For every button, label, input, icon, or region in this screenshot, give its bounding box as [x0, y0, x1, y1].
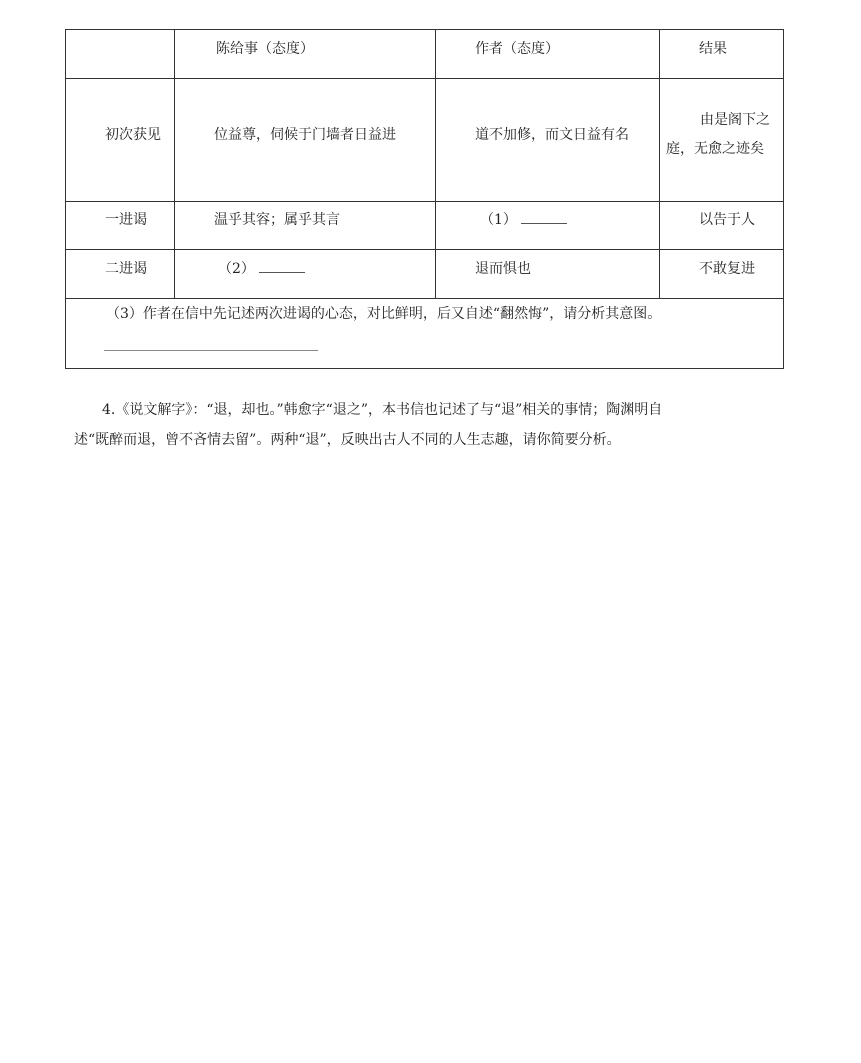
- row1-result-line1: 由是阁下之: [700, 112, 770, 128]
- row2-result-cell: 以告于人: [699, 212, 755, 228]
- table-divider: [659, 30, 660, 298]
- comparison-table: [65, 29, 784, 369]
- header-author: 作者（态度）: [475, 41, 559, 57]
- answer-blank-1[interactable]: [521, 209, 567, 224]
- table-divider: [174, 30, 175, 298]
- row-label-second-audience: 二进谒: [105, 261, 147, 277]
- question-4-line2: 述“既醉而退，曾不吝情去留”。两种“退”，反映出古人不同的人生志趣，请你简要分析。: [74, 432, 621, 448]
- row3-author-cell: 退而惧也: [475, 261, 531, 277]
- row3-chen-blank-cell: [218, 258, 305, 280]
- question-4-line1: 4.《说文解字》：“退，却也。”韩愈字“退之”，本书信也记述了与“退”相关的事情；陶渊明自: [102, 402, 663, 418]
- table-divider: [66, 249, 783, 250]
- table-divider: [435, 30, 436, 298]
- header-result: 结果: [699, 41, 727, 57]
- row1-chen-cell: 位益尊，伺候于门墙者日益进: [214, 127, 396, 143]
- row-label-first-audience: 一进谒: [105, 212, 147, 228]
- table-divider: [66, 78, 783, 79]
- row3-result-cell: 不敢复进: [699, 261, 755, 277]
- row1-result-line2: 庭，无愈之迹矣: [666, 141, 764, 157]
- row1-author-cell: 道不加修，而文日益有名: [475, 127, 629, 143]
- row2-author-blank-cell: [480, 209, 567, 231]
- table-divider: [66, 201, 783, 202]
- blank-number-1: （1）: [480, 212, 517, 228]
- row2-chen-cell: 温乎其容；属乎其言: [214, 212, 340, 228]
- question-3-text: （3）作者在信中先记述两次进谒的心态，对比鲜明，后又自述“翻然悔”，请分析其意图。: [106, 306, 662, 322]
- answer-line-3[interactable]: [104, 350, 318, 351]
- answer-blank-2[interactable]: [259, 258, 305, 273]
- header-chen: 陈给事（态度）: [216, 41, 314, 57]
- row-label-first-visit: 初次获见: [105, 127, 161, 143]
- table-divider: [66, 298, 783, 299]
- blank-number-2: （2）: [218, 261, 255, 277]
